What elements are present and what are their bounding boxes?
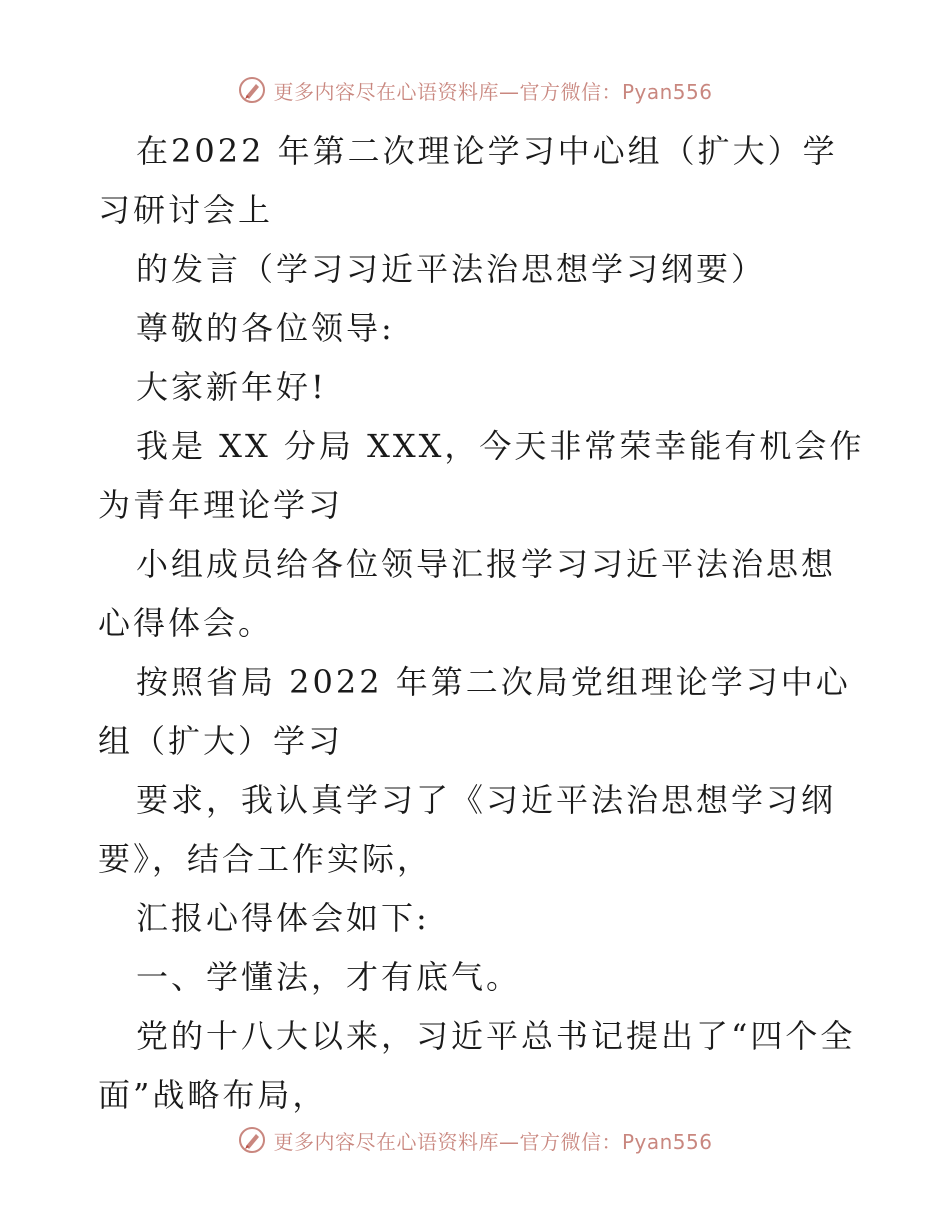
watermark-group: [237, 75, 712, 105]
watermark-text: 更多内容尽在心语资料库—官方微信：Pyan556: [273, 1129, 713, 1154]
paragraph-subtitle: 的发言（学习习近平法治思想学习纲要）: [136, 250, 767, 288]
paragraph-context-cont: 要求，我认真学习了《习近平法治思想学习纲要》，结合工作实际，: [98, 781, 837, 878]
header-watermark: [0, 70, 950, 110]
section-heading-1: 一、学懂法，才有底气。: [136, 958, 522, 996]
paragraph-body: 党的十八大以来，习近平总书记提出了“四个全面”战略布局，: [98, 1017, 856, 1114]
watermark-text: 更多内容尽在心语资料库—官方微信：Pyan556: [273, 79, 713, 104]
watermark-group: [237, 1125, 712, 1155]
pen-logo-icon: [237, 75, 267, 105]
paragraph-title: 在2022 年第二次理论学习中心组（扩大）学习研讨会上: [98, 132, 838, 229]
paragraph-greeting: 大家新年好!: [136, 368, 327, 406]
paragraph-intro: 我是 XX 分局 XXX，今天非常荣幸能有机会作为青年理论学习: [98, 427, 865, 524]
footer-watermark: [0, 1120, 950, 1160]
paragraph-salutation: 尊敬的各位领导:: [136, 309, 395, 347]
paragraph-intro-cont: 小组成员给各位领导汇报学习习近平法治思想心得体会。: [98, 545, 837, 642]
paragraph-report: 汇报心得体会如下:: [136, 899, 430, 937]
paragraph-context: 按照省局 2022 年第二次局党组理论学习中心组（扩大）学习: [98, 663, 851, 760]
document-body: [98, 122, 868, 1125]
pen-logo-icon: [237, 1125, 267, 1155]
